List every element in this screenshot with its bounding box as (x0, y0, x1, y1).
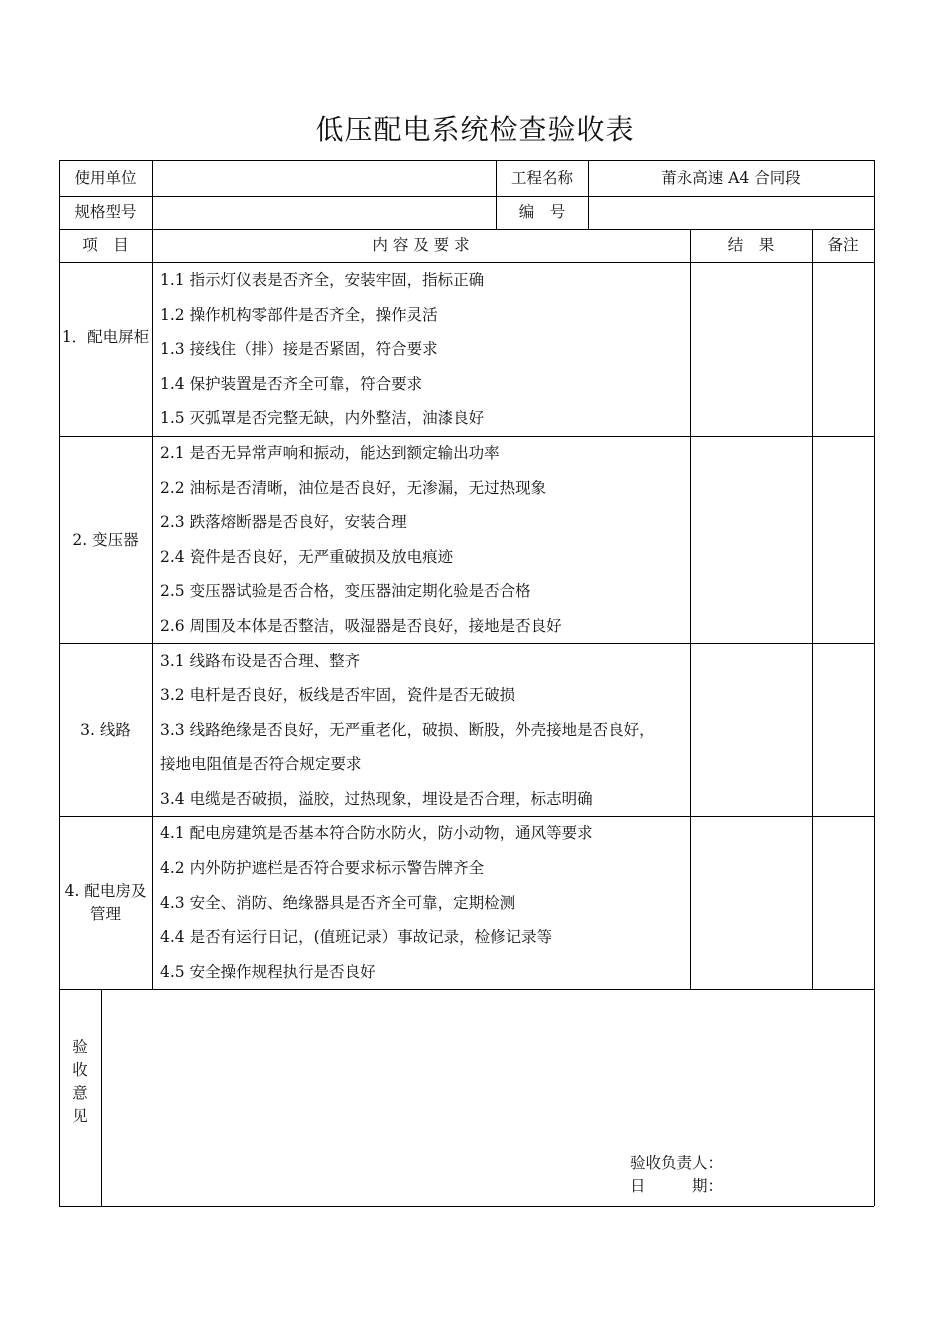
unit-label: 使用单位 (74, 169, 137, 187)
requirement-item: 2.5 变压器试验是否合格，变压器油定期化验是否合格 (160, 582, 531, 600)
requirement-item: 2.2 油标是否清晰，油位是否良好，无渗漏，无过热现象 (160, 479, 547, 497)
spec-label: 规格型号 (74, 203, 137, 221)
requirement-item: 1.4 保护装置是否齐全可靠，符合要求 (160, 375, 423, 393)
requirement-item: 3.3 线路绝缘是否良好，无严重老化，破损、断股，外壳接地是否良好， (160, 721, 655, 739)
col-divider (152, 160, 153, 989)
requirement-item: 4.2 内外防护遮栏是否符合要求标示警告牌齐全 (160, 859, 485, 877)
column-header-item: 项 目 (82, 236, 129, 254)
group-label-lines: 3. 线路 (80, 721, 131, 739)
column-header-result: 结 果 (727, 236, 775, 254)
row-divider (59, 196, 874, 197)
inspection-form-table (59, 160, 874, 1206)
group-label-distribution-room: 4. 配电房及管理 (64, 882, 147, 923)
table-border-bottom (59, 1206, 874, 1207)
project-field[interactable]: 莆永高速 A4 合同段 (661, 169, 801, 187)
requirement-item: 4.4 是否有运行日记，(值班记录）事故记录，检修记录等 (160, 928, 553, 946)
acceptance-opinion-label: 验 收 意 见 (72, 1038, 88, 1125)
row-divider (59, 229, 874, 230)
requirement-item: 1.1 指示灯仪表是否齐全，安装牢固，指标正确 (160, 271, 485, 289)
note-cell[interactable] (812, 262, 874, 436)
column-header-note: 备注 (827, 236, 859, 254)
date-label: 日 期： (630, 1177, 724, 1195)
requirement-item: 1.2 操作机构零部件是否齐全，操作灵活 (160, 306, 438, 324)
acceptance-opinion-field[interactable] (101, 989, 874, 1206)
note-cell[interactable] (812, 643, 874, 816)
requirement-item: 3.4 电缆是否破损，溢胶，过热现象，埋设是否合理，标志明确 (160, 790, 593, 808)
group-label-transformer: 2. 变压器 (72, 531, 139, 549)
table-border-right (874, 160, 875, 1206)
requirement-item: 4.1 配电房建筑是否基本符合防水防火，防小动物，通风等要求 (160, 824, 593, 842)
result-cell[interactable] (690, 436, 812, 643)
responsible-label: 验收负责人： (630, 1154, 724, 1172)
project-label: 工程名称 (510, 169, 573, 187)
column-header-content: 内 容 及 要 求 (372, 236, 470, 254)
page-title: 低压配电系统检查验收表 (315, 113, 635, 146)
requirement-item: 4.5 安全操作规程执行是否良好 (160, 963, 376, 981)
requirement-item: 接地电阻值是否符合规定要求 (160, 755, 362, 773)
table-border-top (59, 160, 874, 161)
requirement-item: 1.5 灭弧罩是否完整无缺，内外整洁，油漆良好 (160, 409, 485, 427)
requirement-item: 2.6 周围及本体是否整洁，吸湿器是否良好，接地是否良好 (160, 617, 562, 635)
number-label: 编 号 (518, 203, 566, 221)
note-cell[interactable] (812, 816, 874, 989)
result-cell[interactable] (690, 262, 812, 436)
requirement-item: 3.1 线路布设是否合理、整齐 (160, 652, 361, 670)
requirement-item: 1.3 接线住（排）接是否紧固，符合要求 (160, 340, 438, 358)
requirement-item: 2.4 瓷件是否良好，无严重破损及放电痕迹 (160, 548, 454, 566)
requirement-item: 4.3 安全、消防、绝缘器具是否齐全可靠，定期检测 (160, 894, 516, 912)
requirement-item: 3.2 电杆是否良好，板线是否牢固，瓷件是否无破损 (160, 686, 516, 704)
result-cell[interactable] (690, 816, 812, 989)
result-cell[interactable] (690, 643, 812, 816)
requirement-item: 2.3 跌落熔断器是否良好，安装合理 (160, 513, 407, 531)
requirement-item: 2.1 是否无异常声响和振动，能达到额定输出功率 (160, 444, 500, 462)
group-label-switchgear: 1．配电屏柜 (61, 328, 150, 346)
note-cell[interactable] (812, 436, 874, 643)
